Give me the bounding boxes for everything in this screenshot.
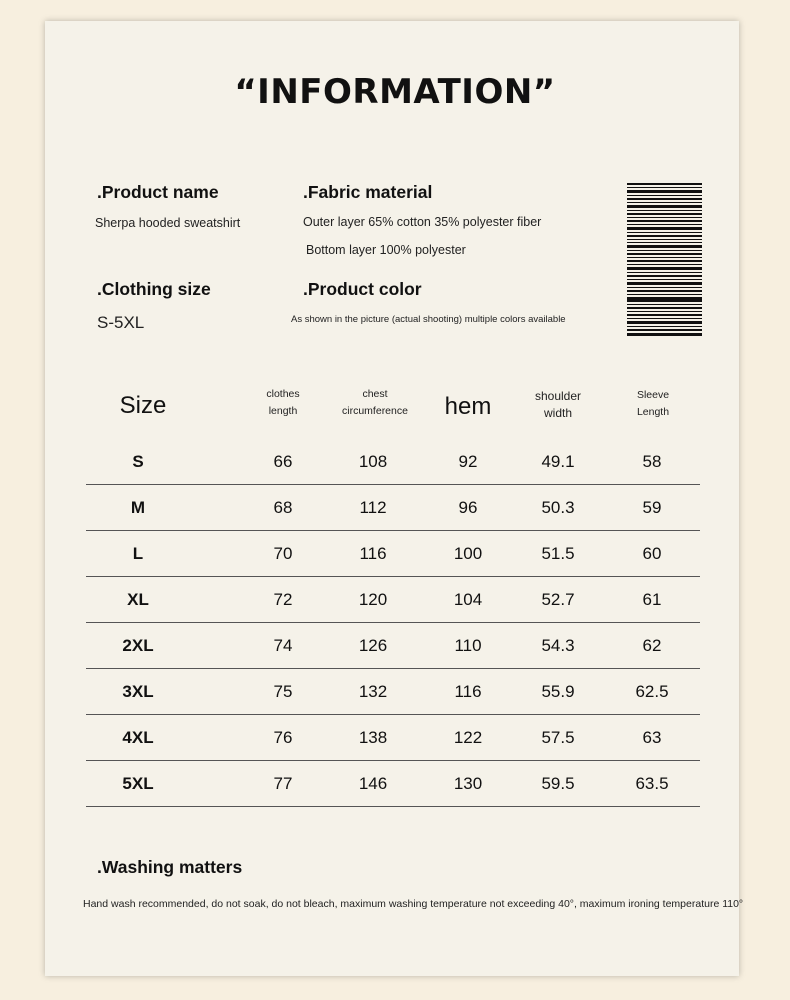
washing-heading: .Washing matters xyxy=(97,857,243,877)
cell-clothes-length: 68 xyxy=(273,498,293,517)
barcode-stripe xyxy=(627,279,702,280)
cell-chest: 116 xyxy=(359,544,387,563)
cell-clothes-length: 76 xyxy=(273,728,293,747)
table-row xyxy=(86,439,700,485)
product-color-value: As shown in the picture (actual shooting) multiple colors available xyxy=(291,314,566,325)
cell-clothes-length: 66 xyxy=(273,452,293,471)
cell-clothes-length: 74 xyxy=(273,636,293,655)
cell-sleeve-length: 59 xyxy=(642,498,662,517)
col-header-label: Sleeve xyxy=(636,389,670,401)
cell-sleeve-length: 62.5 xyxy=(635,682,669,701)
barcode-stripe xyxy=(627,264,702,265)
cell-size: 5XL xyxy=(122,774,154,793)
cell-size: M xyxy=(130,498,146,517)
cell-hem: 116 xyxy=(454,682,482,701)
col-header-label: width xyxy=(543,406,572,420)
cell-chest: 126 xyxy=(358,636,388,655)
cell-size: XL xyxy=(127,590,149,609)
barcode-stripe xyxy=(627,287,702,288)
cell-hem: 92 xyxy=(458,452,478,471)
col-header-hem xyxy=(428,393,508,421)
barcode-stripe xyxy=(627,260,702,262)
col-header-shoulder-width xyxy=(518,388,598,422)
col-header-label: chest xyxy=(362,388,388,400)
barcode-stripe xyxy=(627,187,702,188)
col-header-label: hem xyxy=(444,393,492,420)
barcode-stripe xyxy=(627,267,702,270)
cell-chest: 146 xyxy=(358,774,388,793)
barcode-stripe xyxy=(627,190,702,193)
barcode-stripe xyxy=(627,282,702,285)
barcode-stripe xyxy=(627,329,702,331)
clothing-size-value: S-5XL xyxy=(97,313,145,332)
cell-chest: 120 xyxy=(358,590,388,609)
fabric-material-line-1: Outer layer 65% cotton 35% polyester fiber xyxy=(303,215,542,229)
table-row xyxy=(86,531,700,577)
col-header-label: length xyxy=(268,405,298,417)
barcode-stripe xyxy=(627,224,702,225)
cell-hem: 110 xyxy=(454,636,482,655)
barcode-stripe xyxy=(627,250,702,251)
barcode-stripe xyxy=(627,318,702,319)
fabric-material-line-2: Bottom layer 100% polyester xyxy=(306,243,466,257)
barcode-stripe xyxy=(627,272,702,273)
cell-clothes-length: 72 xyxy=(273,590,293,609)
barcode-stripe xyxy=(627,195,702,196)
washing-text: Hand wash recommended, do not soak, do not bleach, maximum washing temperature not exceeding 40°, maximum ironing temperature 110° xyxy=(83,898,744,910)
cell-shoulder-width: 55.9 xyxy=(541,682,575,701)
cell-size: 3XL xyxy=(122,682,154,701)
barcode-stripe xyxy=(627,311,702,312)
barcode-stripe xyxy=(627,294,702,295)
barcode-stripe xyxy=(627,253,702,255)
barcode-stripe xyxy=(627,257,702,258)
cell-clothes-length: 75 xyxy=(273,682,293,701)
barcode-stripe xyxy=(627,232,702,233)
barcode-stripe xyxy=(627,235,702,237)
col-header-sleeve-length xyxy=(613,387,693,421)
table-row xyxy=(86,761,700,807)
barcode-stripe xyxy=(627,275,702,277)
cell-shoulder-width: 49.1 xyxy=(541,452,575,471)
barcode-icon xyxy=(627,183,702,336)
product-color-heading: .Product color xyxy=(303,279,422,299)
cell-shoulder-width: 52.7 xyxy=(541,590,575,609)
barcode-stripe xyxy=(627,227,702,230)
cell-sleeve-length: 60 xyxy=(642,544,662,563)
cell-sleeve-length: 62 xyxy=(642,636,662,655)
cell-chest: 112 xyxy=(359,498,387,517)
barcode-stripe xyxy=(627,297,702,302)
cell-hem: 104 xyxy=(453,590,483,609)
cell-clothes-length: 77 xyxy=(273,774,293,793)
table-row xyxy=(86,669,700,715)
cell-sleeve-length: 58 xyxy=(642,452,662,471)
barcode-stripe xyxy=(627,245,702,248)
barcode-stripe xyxy=(627,205,702,208)
barcode-stripe xyxy=(627,321,702,324)
cell-shoulder-width: 57.5 xyxy=(541,728,575,747)
col-header-clothes-length xyxy=(243,386,323,420)
barcode-stripe xyxy=(627,210,702,211)
barcode-stripe xyxy=(627,242,702,243)
col-header-label: Length xyxy=(636,406,670,418)
col-header-label: circumference xyxy=(342,405,408,417)
col-header-chest xyxy=(330,386,420,420)
cell-chest: 132 xyxy=(358,682,388,701)
cell-sleeve-length: 63 xyxy=(642,728,662,747)
col-header-size xyxy=(103,392,183,420)
col-header-label: shoulder xyxy=(534,389,582,403)
cell-size: L xyxy=(132,544,144,563)
cell-size: 4XL xyxy=(122,728,154,747)
table-row xyxy=(86,715,700,761)
table-row xyxy=(86,623,700,669)
product-name-heading: .Product name xyxy=(97,182,219,202)
cell-hem: 96 xyxy=(458,498,478,517)
cell-size: 2XL xyxy=(122,636,154,655)
barcode-stripe xyxy=(627,314,702,316)
table-row xyxy=(86,577,700,623)
barcode-stripe xyxy=(627,213,702,215)
barcode-stripe xyxy=(627,198,702,200)
col-header-label: Size xyxy=(119,392,167,419)
cell-hem: 100 xyxy=(453,544,483,563)
cell-shoulder-width: 50.3 xyxy=(541,498,575,517)
cell-sleeve-length: 61 xyxy=(642,590,662,609)
cell-hem: 130 xyxy=(453,774,483,793)
table-row xyxy=(86,485,700,531)
cell-sleeve-length: 63.5 xyxy=(635,774,669,793)
barcode-stripe xyxy=(627,290,702,292)
barcode-stripe xyxy=(627,202,702,203)
clothing-size-heading: .Clothing size xyxy=(97,279,211,299)
cell-clothes-length: 70 xyxy=(273,544,293,563)
col-header-label: clothes xyxy=(266,388,300,400)
barcode-stripe xyxy=(627,304,702,305)
cell-size: S xyxy=(132,452,144,471)
cell-hem: 122 xyxy=(453,728,483,747)
barcode-stripe xyxy=(627,239,702,240)
barcode-stripe xyxy=(627,183,702,185)
cell-shoulder-width: 54.3 xyxy=(541,636,575,655)
cell-shoulder-width: 59.5 xyxy=(541,774,575,793)
fabric-material-heading: .Fabric material xyxy=(303,182,433,202)
cell-chest: 108 xyxy=(358,452,388,471)
barcode-stripe xyxy=(627,217,702,218)
barcode-stripe xyxy=(627,220,702,222)
cell-chest: 138 xyxy=(358,728,388,747)
barcode-stripe xyxy=(627,307,702,309)
product-name-value: Sherpa hooded sweatshirt xyxy=(95,216,241,230)
barcode-stripe xyxy=(627,333,702,336)
cell-shoulder-width: 51.5 xyxy=(541,544,575,563)
barcode-stripe xyxy=(627,326,702,327)
row-divider xyxy=(86,806,700,807)
page-title: “INFORMATION” xyxy=(234,72,556,112)
